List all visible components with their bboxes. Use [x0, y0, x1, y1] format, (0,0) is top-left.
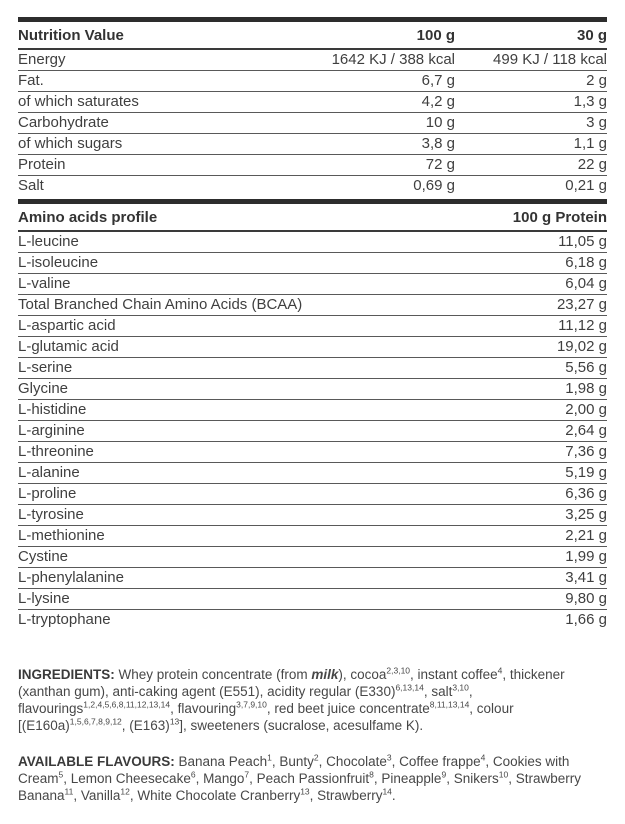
table-row [18, 526, 607, 547]
table-row [18, 134, 607, 155]
nutrition-row-value-30g: 1,3 g [573, 93, 607, 110]
nutrition-row-value-30g: 2 g [586, 72, 607, 89]
amino-table-body [18, 232, 607, 630]
amino-row-value: 3,25 g [565, 506, 607, 523]
footnote-reference: 10 [498, 769, 509, 780]
footnote-reference: 14 [382, 786, 392, 797]
nutrition-table-title: Nutrition Value [18, 27, 124, 44]
footnote-reference: 6,13,14 [395, 682, 424, 693]
nutrition-row-value-30g: 22 g [577, 156, 607, 173]
amino-row-value: 9,80 g [565, 590, 607, 607]
footnote-reference: 4 [497, 665, 503, 676]
amino-row-label: L-leucine [18, 233, 79, 250]
footnote-reference: 6 [190, 769, 196, 780]
table-row [18, 71, 607, 92]
text-segment: , Peach Passionfruit [249, 771, 370, 786]
table-row [18, 505, 607, 526]
footnote-reference: 4 [480, 752, 486, 763]
amino-row-value: 23,27 g [556, 296, 607, 313]
nutrition-row-value-100g: 1642 KJ / 388 kcal [331, 51, 455, 68]
text-segment: , Cookies with Cream [18, 754, 570, 786]
footnote-reference: 13 [169, 716, 180, 727]
amino-row-value: 5,19 g [565, 464, 607, 481]
amino-row-label: L-phenylalanine [18, 569, 124, 586]
table-row [18, 589, 607, 610]
amino-row-value: 7,36 g [565, 443, 607, 460]
table-row [18, 610, 607, 630]
table-row [18, 484, 607, 505]
amino-row-value: 1,98 g [565, 380, 607, 397]
nutrition-row-value-100g: 6,7 g [421, 72, 455, 89]
table-row [18, 274, 607, 295]
table-row [18, 232, 607, 253]
nutrition-row-label: of which sugars [18, 135, 123, 152]
footnote-reference: 8,11,13,14 [429, 699, 470, 710]
table-row [18, 442, 607, 463]
amino-table-header [18, 204, 607, 232]
nutrition-row-value-100g: 10 g [425, 114, 455, 131]
table-row [18, 295, 607, 316]
footnote-reference: 12 [120, 786, 130, 797]
table-row [18, 568, 607, 589]
text-segment: AVAILABLE FLAVOURS: [18, 754, 175, 769]
amino-row-label: L-histidine [18, 401, 87, 418]
ingredients-paragraph [18, 666, 607, 734]
footnote-reference: 13 [300, 786, 310, 797]
amino-row-label: L-methionine [18, 527, 105, 544]
table-row [18, 358, 607, 379]
text-segment: , flavouring [170, 701, 237, 716]
text-segment: , Coffee frappe [391, 754, 481, 769]
amino-row-value: 6,18 g [565, 254, 607, 271]
amino-row-label: L-tyrosine [18, 506, 84, 523]
text-segment: , colour [(E160a) [18, 701, 514, 733]
column-header-100g: 100 g [416, 27, 455, 44]
amino-row-value: 11,12 g [558, 317, 607, 334]
table-row [18, 92, 607, 113]
table-row [18, 547, 607, 568]
footnote-reference: 7 [244, 769, 250, 780]
footnote-reference: 1,2,4,5,6,8,11,12,13,14 [83, 699, 171, 710]
amino-row-label: L-lysine [18, 590, 70, 607]
amino-row-value: 2,21 g [565, 527, 607, 544]
text-segment: Banana Peach [174, 754, 268, 769]
text-segment: , red beet juice concentrate [266, 701, 430, 716]
text-segment: ), cocoa [338, 667, 387, 682]
table-row [18, 463, 607, 484]
text-segment: , Chocolate [318, 754, 387, 769]
amino-row-label: L-serine [18, 359, 73, 376]
text-segment: , instant coffee [410, 667, 498, 682]
table-row [18, 316, 607, 337]
text-segment: , flavourings [18, 684, 473, 716]
text-segment: , Vanilla [73, 788, 121, 803]
amino-row-value: 1,66 g [565, 611, 607, 628]
nutrition-row-value-30g: 3 g [586, 114, 607, 131]
text-segment: , Strawberry [309, 788, 383, 803]
text-segment: , thickener (xanthan gum), anti-caking agent (E551), acidity regular (E330) [18, 667, 565, 699]
amino-row-value: 2,64 g [565, 422, 607, 439]
nutrition-row-label: Fat. [18, 72, 44, 89]
footnote-reference: 1,5,6,7,8,9,12 [69, 716, 122, 727]
amino-row-label: Glycine [18, 380, 69, 397]
footnote-reference: 3,7,9,10 [236, 699, 267, 710]
table-row [18, 50, 607, 71]
footnote-reference: 2 [313, 752, 319, 763]
footnote-reference: 9 [441, 769, 447, 780]
nutrition-row-label: Salt [18, 177, 44, 194]
nutrition-row-label: Protein [18, 156, 66, 173]
nutrition-table-header [18, 22, 607, 50]
amino-row-label: Total Branched Chain Amino Acids (BCAA) [18, 296, 303, 313]
nutrition-row-value-100g: 3,8 g [421, 135, 455, 152]
text-segment: , Strawberry Banana [18, 771, 581, 803]
column-header-30g: 30 g [576, 27, 607, 44]
amino-row-label: L-alanine [18, 464, 80, 481]
text-segment: ], sweeteners (sucralose, acesulfame K). [179, 718, 424, 733]
text-segment: , Bunty [271, 754, 314, 769]
nutrition-table-body [18, 50, 607, 196]
text-segment: Whey protein concentrate (from [114, 667, 312, 682]
table-row [18, 337, 607, 358]
text-segment: , (E163) [121, 718, 170, 733]
footnote-reference: 8 [369, 769, 374, 780]
amino-row-label: L-aspartic acid [18, 317, 116, 334]
table-row [18, 176, 607, 196]
table-row [18, 113, 607, 134]
amino-row-value: 6,04 g [565, 275, 607, 292]
amino-row-label: L-threonine [18, 443, 94, 460]
nutrition-row-label: of which saturates [18, 93, 139, 110]
amino-row-value: 11,05 g [558, 233, 607, 250]
amino-table-title: Amino acids profile [18, 209, 158, 226]
nutrition-row-value-100g: 72 g [425, 156, 455, 173]
footnote-reference: 1 [267, 752, 272, 763]
text-segment: , Lemon Cheesecake [63, 771, 191, 786]
footnote-reference: 3 [386, 752, 392, 763]
footnote-reference: 3,10 [452, 682, 469, 693]
footnote-reference: 2,3,10 [386, 665, 411, 676]
text-segment: INGREDIENTS: [18, 667, 115, 682]
text-segment: , White Chocolate Cranberry [129, 788, 301, 803]
amino-row-value: 6,36 g [565, 485, 607, 502]
nutrition-row-value-30g: 499 KJ / 118 kcal [493, 51, 607, 68]
amino-row-value: 2,00 g [565, 401, 607, 418]
table-row [18, 421, 607, 442]
table-row [18, 155, 607, 176]
text-segment: , Mango [195, 771, 245, 786]
amino-row-label: Cystine [18, 548, 69, 565]
nutrition-row-value-100g: 0,69 g [413, 177, 455, 194]
amino-row-label: L-proline [18, 485, 77, 502]
amino-row-label: L-isoleucine [18, 254, 99, 271]
nutrition-row-label: Energy [18, 51, 66, 68]
flavours-paragraph [18, 753, 607, 804]
amino-row-label: L-tryptophane [18, 611, 111, 628]
amino-row-label: L-valine [18, 275, 71, 292]
nutrition-row-value-30g: 1,1 g [573, 135, 607, 152]
text-segment: , Pineapple [373, 771, 442, 786]
nutrition-row-label: Carbohydrate [18, 114, 109, 131]
table-row [18, 253, 607, 274]
column-header-100g-protein: 100 g Protein [512, 209, 607, 226]
amino-row-label: L-arginine [18, 422, 85, 439]
amino-row-value: 19,02 g [556, 338, 607, 355]
amino-row-value: 3,41 g [565, 569, 607, 586]
text-segment: , Snikers [446, 771, 499, 786]
nutrition-row-value-30g: 0,21 g [565, 177, 607, 194]
nutrition-row-value-100g: 4,2 g [421, 93, 455, 110]
table-row [18, 379, 607, 400]
amino-row-value: 5,56 g [565, 359, 607, 376]
footnote-reference: 5 [58, 769, 64, 780]
text-segment: , salt [423, 684, 453, 699]
amino-row-value: 1,99 g [565, 548, 607, 565]
text-segment: milk [311, 667, 339, 682]
text-segment: . [391, 788, 396, 803]
footnote-reference: 11 [64, 786, 74, 797]
amino-row-label: L-glutamic acid [18, 338, 119, 355]
table-row [18, 400, 607, 421]
